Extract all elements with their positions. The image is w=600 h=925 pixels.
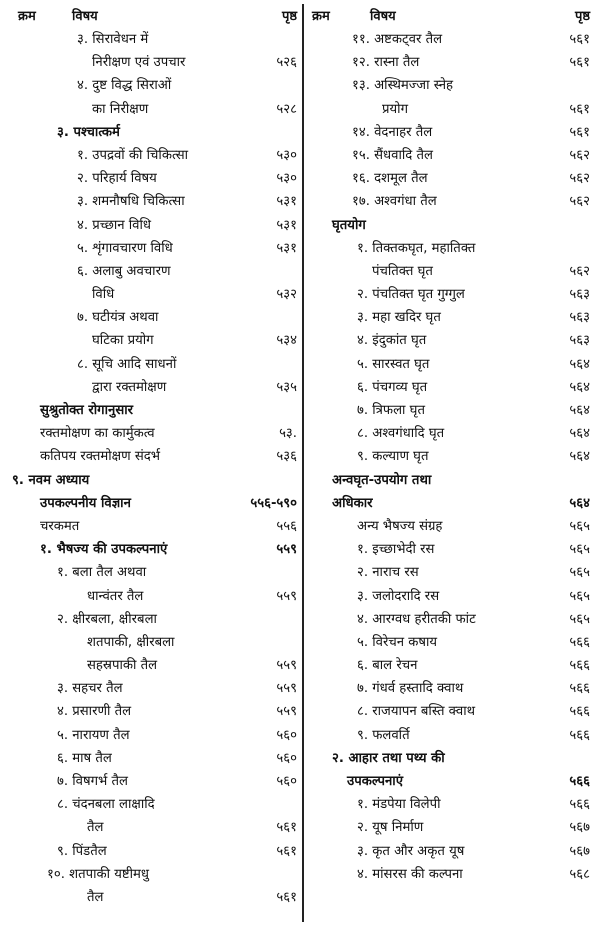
toc-entry-title: ३. सहचर तैल <box>57 681 123 697</box>
toc-entry-title: १. उपद्रवों की चिकित्सा <box>77 147 189 163</box>
toc-entry-page: ५६५ <box>569 518 590 534</box>
toc-entry-title: १०. शतपाकी यष्टीमधु <box>47 866 149 882</box>
toc-entry <box>12 445 297 468</box>
toc-entry <box>312 793 590 816</box>
toc-entry <box>312 515 590 538</box>
toc-entry-title: धान्वंतर तैल <box>87 588 144 604</box>
left-column-header <box>12 6 297 28</box>
toc-entry <box>312 306 590 329</box>
toc-entry-page: ५३१ <box>276 217 297 233</box>
toc-entry-title: २. यूष निर्माण <box>357 820 424 836</box>
toc-entry-page: ५६७ <box>569 820 590 836</box>
toc-entry-page: ५६६ <box>569 774 590 789</box>
toc-entry-title: चरकमत <box>40 518 80 534</box>
toc-entry-page: ५३१ <box>276 194 297 210</box>
toc-entry-title: १. इच्छाभेदी रस <box>357 542 435 558</box>
header-prishtha: पृष्ठ <box>281 9 297 24</box>
toc-entry <box>12 654 297 677</box>
toc-entry <box>312 747 590 770</box>
toc-entry-page: ५६६ <box>569 658 590 674</box>
toc-entry <box>12 538 297 561</box>
toc-entry-title: घृतयोग <box>332 217 366 233</box>
toc-entry-title: विधि <box>92 287 115 303</box>
toc-entry-title: ३. सिरावेधन में <box>77 32 149 47</box>
toc-entry-title: ४. प्रच्छान विधि <box>77 217 152 233</box>
toc-entry-title: ३. शमनौषधि चिकित्सा <box>77 194 185 210</box>
toc-entry <box>12 515 297 538</box>
toc-entry-title: ११. अष्टकट्वर तैल <box>352 32 443 47</box>
toc-entry <box>12 724 297 747</box>
toc-entry-title: ७. विषगर्भ तैल <box>57 774 128 789</box>
toc-entry <box>312 538 590 561</box>
toc-entry-title: १२. रास्ना तैल <box>352 55 420 71</box>
toc-entry-page: ५६३ <box>569 333 590 349</box>
toc-entry-title: ६. माष तैल <box>57 750 112 766</box>
toc-entry-title: उपकल्पनाएं <box>347 774 404 789</box>
toc-entry-page: ५६८ <box>569 866 590 882</box>
toc-entry-page: ५६० <box>276 727 297 743</box>
toc-entry-title: २. नाराच रस <box>357 565 419 581</box>
toc-entry-title: ५. नारायण तैल <box>57 727 130 743</box>
toc-entry-page: ५२८ <box>276 101 297 117</box>
toc-entry <box>12 190 297 213</box>
toc-entry-page: ५३५ <box>276 379 297 395</box>
toc-entry-page: ५५९ <box>276 658 297 674</box>
toc-entry <box>312 492 590 515</box>
toc-entry <box>12 399 297 422</box>
toc-entry-page: ५६४ <box>569 379 590 395</box>
toc-entry <box>12 770 297 793</box>
toc-entry <box>312 190 590 213</box>
toc-entry <box>312 585 590 608</box>
toc-entry <box>312 469 590 492</box>
toc-entry-title: ५. विरेचन कषाय <box>357 634 438 650</box>
toc-entry-title: रक्तमोक्षण का कार्मुकत्व <box>40 426 155 442</box>
toc-entry-title: १७. अश्वगंधा तैल <box>352 194 437 210</box>
toc-entry <box>312 167 590 190</box>
toc-entry-page: ५६६ <box>569 797 590 813</box>
toc-entry-page: ५५९ <box>276 681 297 697</box>
toc-entry <box>312 144 590 167</box>
toc-entry-title: ७. त्रिफला घृत <box>357 403 425 418</box>
toc-entry-title: ४. दुष्ट विद्ध सिराओं <box>77 78 172 94</box>
toc-entry-title: १. तिक्तकघृत, महातिक्त <box>357 240 476 256</box>
toc-entry-title: सुश्रुतोक्त रोगानुसार <box>40 403 134 418</box>
toc-entry-page: ५६५ <box>569 542 590 558</box>
toc-entry-page: ५३४ <box>276 333 297 349</box>
left-column <box>12 6 297 909</box>
toc-entry <box>12 214 297 237</box>
toc-entry <box>12 793 297 816</box>
toc-entry-page: ५५६-५९० <box>250 495 297 511</box>
toc-entry <box>12 376 297 399</box>
toc-entry <box>12 98 297 121</box>
toc-entry-page: ५५९ <box>276 542 297 558</box>
toc-entry-page: ५६२ <box>569 263 590 279</box>
toc-entry-page: ५६४ <box>569 495 590 511</box>
toc-entry-page: ५६२ <box>569 147 590 163</box>
toc-entry <box>12 816 297 839</box>
toc-entry <box>12 469 297 492</box>
toc-entry-title: सहस्रपाकी तैल <box>87 658 158 674</box>
toc-entry <box>12 585 297 608</box>
toc-entry-title: ७. गंधर्व हस्तादि क्वाथ <box>357 681 464 697</box>
toc-entry-title: का निरीक्षण <box>92 101 149 117</box>
header-krama: क्रम <box>312 9 330 24</box>
toc-entry-page: ५६१ <box>569 55 590 71</box>
toc-entry-title: पंचतिक्त घृत <box>372 263 433 279</box>
toc-entry <box>12 51 297 74</box>
toc-entry-page: ५६१ <box>276 889 297 905</box>
toc-entry-page: ५६४ <box>569 403 590 418</box>
toc-entry <box>312 74 590 97</box>
toc-entry <box>12 492 297 515</box>
toc-entry-title: ४. इंदुकांत घृत <box>357 333 427 349</box>
toc-entry <box>12 237 297 260</box>
toc-entry-title: तैल <box>87 820 104 836</box>
toc-entry-title: अधिकार <box>332 495 373 511</box>
toc-entry-page: ५६४ <box>569 449 590 465</box>
toc-entry-title: ९. पिंडतैल <box>57 843 107 859</box>
toc-entry-title: अन्य भैषज्य संग्रह <box>357 518 443 534</box>
toc-entry-page: ५६६ <box>569 681 590 697</box>
header-vishay: विषय <box>370 9 396 24</box>
toc-entry-title: २. परिहार्य विषय <box>77 171 157 187</box>
toc-entry-page: ५६१ <box>569 124 590 140</box>
toc-entry-title: ३. महा खदिर घृत <box>357 310 441 326</box>
toc-entry-page: ५३६ <box>276 449 297 465</box>
right-entries <box>312 28 590 886</box>
toc-entry-title: ८. राजयापन बस्ति क्वाथ <box>357 704 476 720</box>
toc-entry-title: २. पंचतिक्त घृत गुग्गुल <box>357 287 465 303</box>
toc-entry <box>12 28 297 51</box>
toc-entry <box>12 283 297 306</box>
toc-entry-title: शतपाकी, क्षीरबला <box>87 634 175 650</box>
toc-entry-title: ४. मांसरस की कल्पना <box>357 866 463 882</box>
toc-entry-title: ८. सूचि आदि साधनों <box>77 356 177 372</box>
toc-entry-title: ६. बाल रेचन <box>357 658 418 674</box>
toc-entry-title: ६. पंचगव्य घृत <box>357 379 428 395</box>
toc-entry-title: १. भैषज्य की उपकल्पनाएं <box>40 542 168 558</box>
toc-entry-page: ५६७ <box>569 843 590 859</box>
toc-entry-title: ४. आरग्वध हरीतकी फांट <box>357 611 476 627</box>
toc-entry-title: २. क्षीरबला, क्षीरबला <box>57 611 157 627</box>
toc-entry-page: ५६१ <box>569 101 590 117</box>
toc-entry <box>12 631 297 654</box>
toc-entry <box>12 167 297 190</box>
toc-entry-page: ५६१ <box>569 32 590 47</box>
toc-entry-page: ५६१ <box>276 820 297 836</box>
toc-entry-page: ५६२ <box>569 171 590 187</box>
toc-entry-page: ५६५ <box>569 611 590 627</box>
toc-entry <box>312 329 590 352</box>
toc-entry <box>312 677 590 700</box>
toc-entry-title: ६. अलाबु अवचारण <box>77 263 171 279</box>
toc-entry <box>312 376 590 399</box>
toc-entry-title: प्रयोग <box>382 101 408 117</box>
toc-entry <box>312 770 590 793</box>
toc-entry-title: ४. प्रसारणी तैल <box>57 704 132 720</box>
toc-entry-title: ७. घटीयंत्र अथवा <box>77 310 159 326</box>
toc-entry <box>312 28 590 51</box>
toc-entry-page: ५३. <box>279 426 297 442</box>
toc-entry-title: ९. फलवर्ति <box>357 727 410 743</box>
toc-entry-page: ५६६ <box>569 727 590 743</box>
toc-entry-page: ५३० <box>276 147 297 163</box>
toc-entry <box>12 677 297 700</box>
toc-entry <box>12 329 297 352</box>
toc-entry-page: ५३२ <box>276 287 297 303</box>
toc-entry-title: १३. अस्थिमज्जा स्नेह <box>352 78 454 94</box>
right-column-header <box>312 6 590 28</box>
toc-entry-title: ८. चंदनबला लाक्षादि <box>57 797 155 813</box>
toc-entry-page: ५६५ <box>569 565 590 581</box>
toc-entry <box>12 144 297 167</box>
toc-entry-title: उपकल्पनीय विज्ञान <box>40 495 131 511</box>
header-krama: क्रम <box>18 9 36 24</box>
toc-entry-page: ५६५ <box>569 588 590 604</box>
toc-entry <box>312 51 590 74</box>
toc-entry-title: घटिका प्रयोग <box>92 333 154 349</box>
toc-entry-title: १. बला तैल अथवा <box>57 565 147 581</box>
toc-entry <box>312 422 590 445</box>
toc-entry <box>312 863 590 886</box>
toc-entry-page: ५६० <box>276 750 297 766</box>
toc-entry <box>12 840 297 863</box>
toc-entry <box>12 422 297 445</box>
toc-entry-title: ३. कृत और अकृत यूष <box>357 843 465 859</box>
toc-entry <box>312 700 590 723</box>
left-entries <box>12 28 297 909</box>
toc-entry <box>12 608 297 631</box>
toc-entry <box>312 724 590 747</box>
toc-entry <box>312 631 590 654</box>
toc-entry <box>12 353 297 376</box>
toc-entry-page: ५६४ <box>569 356 590 372</box>
toc-entry <box>312 214 590 237</box>
toc-entry <box>312 237 590 260</box>
header-prishtha: पृष्ठ <box>574 9 590 24</box>
header-vishay: विषय <box>72 9 98 24</box>
toc-entry-title: ५. सारस्वत घृत <box>357 356 430 372</box>
toc-entry <box>312 121 590 144</box>
toc-entry-title: तैल <box>87 889 104 905</box>
toc-entry <box>312 445 590 468</box>
toc-entry-page: ५२६ <box>276 55 297 71</box>
toc-entry <box>312 840 590 863</box>
toc-entry <box>312 98 590 121</box>
toc-entry-page: ५६६ <box>569 634 590 650</box>
toc-entry <box>312 654 590 677</box>
toc-entry-title: अन्वघृत-उपयोग तथा <box>332 472 432 488</box>
toc-entry <box>12 121 297 144</box>
toc-entry <box>12 306 297 329</box>
column-divider <box>302 4 304 922</box>
toc-entry-page: ५५६ <box>276 518 297 534</box>
toc-entry-page: ५३० <box>276 171 297 187</box>
toc-entry-title: ५. शृंगावचारण विधि <box>77 240 173 256</box>
toc-entry-title: ८. अश्वगंधादि घृत <box>357 426 445 442</box>
toc-entry <box>312 353 590 376</box>
toc-entry-page: ५३१ <box>276 240 297 256</box>
toc-entry <box>312 816 590 839</box>
toc-entry-title: १४. वेदनाहर तैल <box>352 124 433 140</box>
right-column <box>312 6 590 886</box>
toc-entry-title: निरीक्षण एवं उपचार <box>92 55 186 71</box>
toc-entry-title: ९. नवम अध्याय <box>12 472 90 488</box>
toc-entry-title: २. आहार तथा पथ्य की <box>332 750 445 766</box>
toc-entry <box>12 863 297 886</box>
toc-entry-page: ५६३ <box>569 287 590 303</box>
toc-entry <box>312 608 590 631</box>
toc-entry-page: ५६१ <box>276 843 297 859</box>
toc-entry-title: ९. कल्याण घृत <box>357 449 429 465</box>
toc-entry-page: ५६६ <box>569 704 590 720</box>
toc-entry <box>12 700 297 723</box>
toc-entry-title: १. मंडपेया विलेपी <box>357 797 441 813</box>
toc-entry-page: ५६४ <box>569 426 590 442</box>
toc-entry-page: ५५९ <box>276 704 297 720</box>
toc-entry <box>12 74 297 97</box>
toc-entry <box>12 260 297 283</box>
toc-entry <box>12 886 297 909</box>
toc-entry-page: ५५९ <box>276 588 297 604</box>
toc-entry <box>312 399 590 422</box>
toc-entry-title: कतिपय रक्तमोक्षण संदर्भ <box>40 449 161 465</box>
toc-entry <box>312 283 590 306</box>
toc-entry-title: ३. पश्चात्कर्म <box>57 124 120 140</box>
toc-entry-title: १५. सैंधवादि तैल <box>352 147 433 163</box>
toc-entry <box>12 561 297 584</box>
toc-entry-page: ५६२ <box>569 194 590 210</box>
toc-entry <box>312 260 590 283</box>
toc-entry-title: ३. जलोदरादि रस <box>357 588 440 604</box>
toc-entry <box>312 561 590 584</box>
toc-entry-page: ५६० <box>276 774 297 789</box>
toc-entry <box>12 747 297 770</box>
toc-entry-page: ५६३ <box>569 310 590 326</box>
toc-entry-title: १६. दशमूल तैल <box>352 171 428 187</box>
toc-entry-title: द्वारा रक्तमोक्षण <box>92 379 167 395</box>
